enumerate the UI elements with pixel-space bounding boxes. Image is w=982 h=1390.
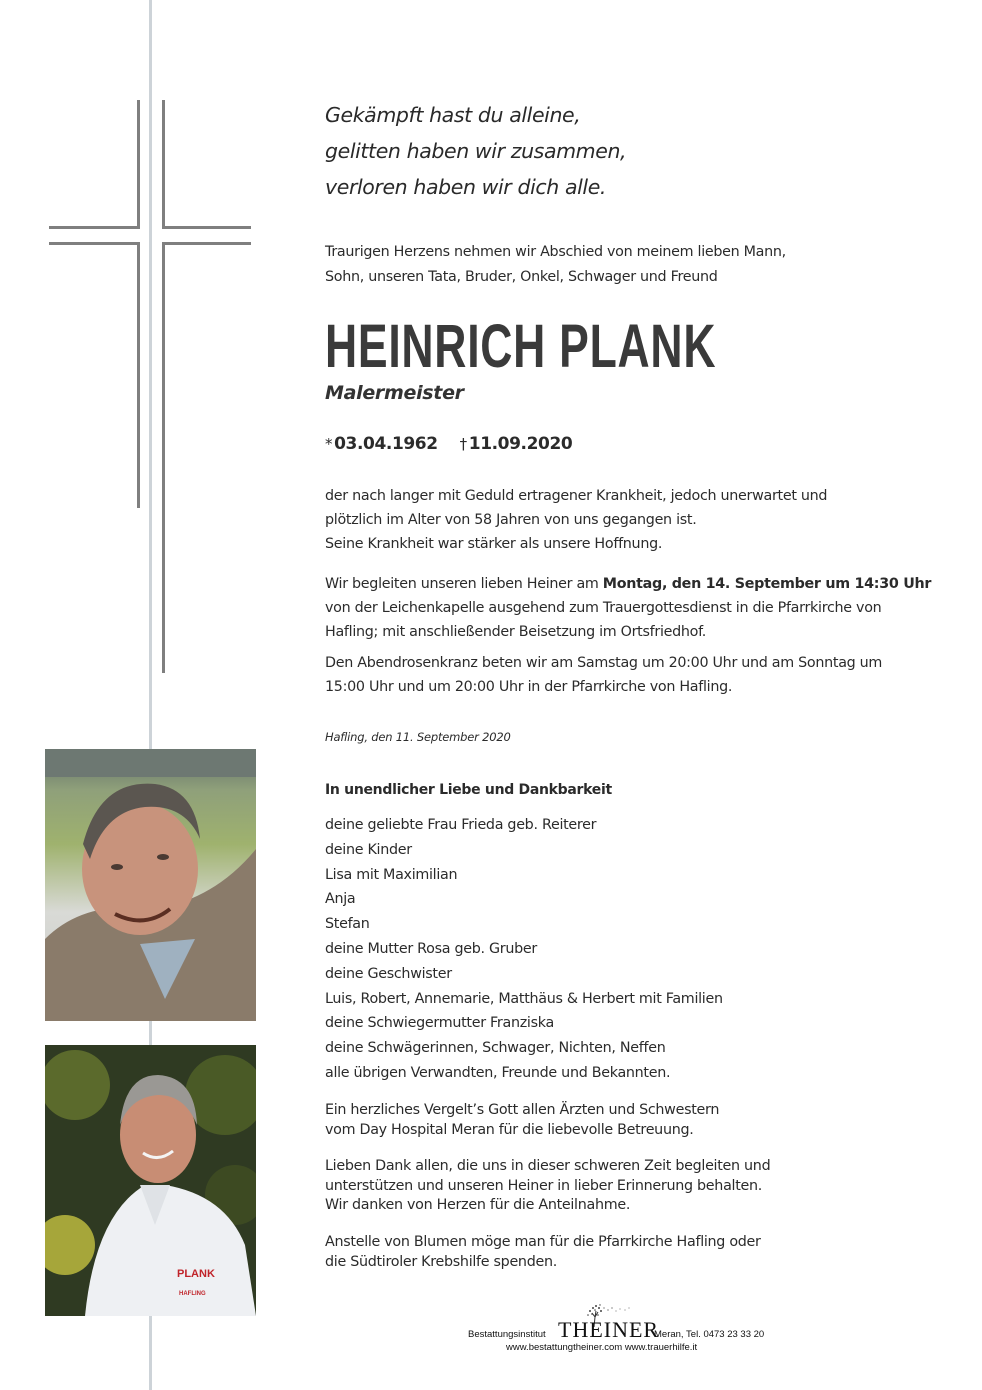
list-item: deine Geschwister [325,965,452,982]
mourners-list [325,813,723,1086]
thanks-doctors-paragraph [325,1101,719,1140]
life-dates [325,434,572,454]
text-line: Hafling; mit anschließender Beisetzung im Ortsfriedhof. [325,624,707,640]
cross-right-lower-line [162,242,165,673]
intro-line: Traurigen Herzens nehmen wir Abschied von meinem lieben Mann, [325,244,786,260]
death-date: 11.09.2020 [468,434,573,454]
cross-right-upper-line [162,100,165,228]
quote-line: gelitten haben wir zusammen, [325,139,627,163]
funeral-intro-text: Wir begleiten unseren lieben Heiner am [325,576,603,592]
footer-institute: Bestattungsinstitut [468,1329,546,1340]
footer-city-phone: Meran, Tel. 0473 23 33 20 [654,1329,765,1340]
birth-star-icon: * [325,435,333,453]
text-line: die Südtiroler Krebshilfe spenden. [325,1253,557,1270]
text-line: Anstelle von Blumen möge man für die Pfarrkirche Hafling oder [325,1234,761,1250]
list-item: Stefan [325,916,370,933]
cross-right-arm-bottom [162,242,251,245]
intro-text [325,240,786,290]
text-line [325,572,931,596]
list-item: deine Schwägerinnen, Schwager, Nichten, Neffen [325,1040,666,1057]
place-date: Hafling, den 11. September 2020 [325,730,511,744]
funeral-home-footer [468,1303,798,1353]
text-line: 15:00 Uhr und um 20:00 Uhr in der Pfarrkirche von Hafling. [325,679,733,695]
rosary-paragraph [325,651,882,699]
portrait-photo-icon [45,749,256,1021]
funeral-date-time: Montag, den 14. September um 14:30 Uhr [602,576,932,592]
cross-left-lower-line [137,242,140,508]
footer-websites: www.bestattungtheiner.com www.trauerhilfe.it [506,1342,698,1353]
list-item: deine Mutter Rosa geb. Gruber [325,940,537,957]
death-cross-icon: † [459,435,467,453]
jacket-lettering-hafling: HAFLING [179,1291,206,1297]
text-line: von der Leichenkapelle ausgehend zum Trauergottesdienst in die Pfarrkirche von [325,600,882,616]
list-item: Lisa mit Maximilian [325,866,458,883]
list-item: alle übrigen Verwandten, Freunde und Bekannten. [325,1064,671,1081]
portrait-photo-1 [45,749,256,1021]
cross-left-upper-line [137,100,140,228]
text-line: Ein herzliches Vergelt’s Gott allen Ärzten und Schwestern [325,1102,720,1118]
cross-right-arm-top [162,226,251,229]
text-line: vom Day Hospital Meran für die liebevolle Betreuung. [325,1121,694,1138]
text-line: Lieben Dank allen, die uns in dieser schweren Zeit begleiten und [325,1158,771,1174]
footer-brand: THEINER [558,1317,660,1342]
cross-left-arm-top [49,226,140,229]
deceased-profession: Malermeister [325,382,464,404]
list-item: deine geliebte Frau Frieda geb. Reiterer [325,817,597,833]
donation-paragraph [325,1233,761,1272]
list-item: deine Schwiegermutter Franziska [325,1015,554,1032]
jacket-lettering-plank: PLANK [177,1268,215,1280]
text-line: unterstützen und unseren Heiner in lieber Erinnerung behalten. [325,1177,763,1194]
quote-line: Gekämpft hast du alleine, [325,103,581,127]
text-line: Wir danken von Herzen für die Anteilnahme. [325,1197,631,1213]
funeral-details-paragraph [325,572,931,644]
portrait-photo-icon [45,1045,256,1316]
text-line: Den Abendrosenkranz beten wir am Samstag um 20:00 Uhr und am Sonntag um [325,655,883,671]
birth-date: 03.04.1962 [334,434,438,454]
thanks-all-paragraph [325,1157,770,1216]
quote [325,97,626,205]
intro-line: Sohn, unseren Tata, Bruder, Onkel, Schwager und Freund [325,269,718,285]
list-item: Luis, Robert, Annemarie, Matthäus & Herbert mit Familien [325,990,723,1007]
text-line: der nach langer mit Geduld ertragener Krankheit, jedoch unerwartet und [325,488,828,504]
portrait-photo-2 [45,1045,256,1316]
list-item: deine Kinder [325,841,412,858]
list-item: Anja [325,891,356,908]
mourners-heading: In unendlicher Liebe und Dankbarkeit [325,782,612,798]
announcement-paragraph-1 [325,484,827,556]
quote-line: verloren haben wir dich alle. [325,175,607,199]
deceased-name: HEINRICH PLANK [325,312,717,380]
text-line: Seine Krankheit war stärker als unsere Hoffnung. [325,536,663,552]
cross-left-arm-bottom [49,242,140,245]
text-line: plötzlich im Alter von 58 Jahren von uns gegangen ist. [325,512,697,528]
